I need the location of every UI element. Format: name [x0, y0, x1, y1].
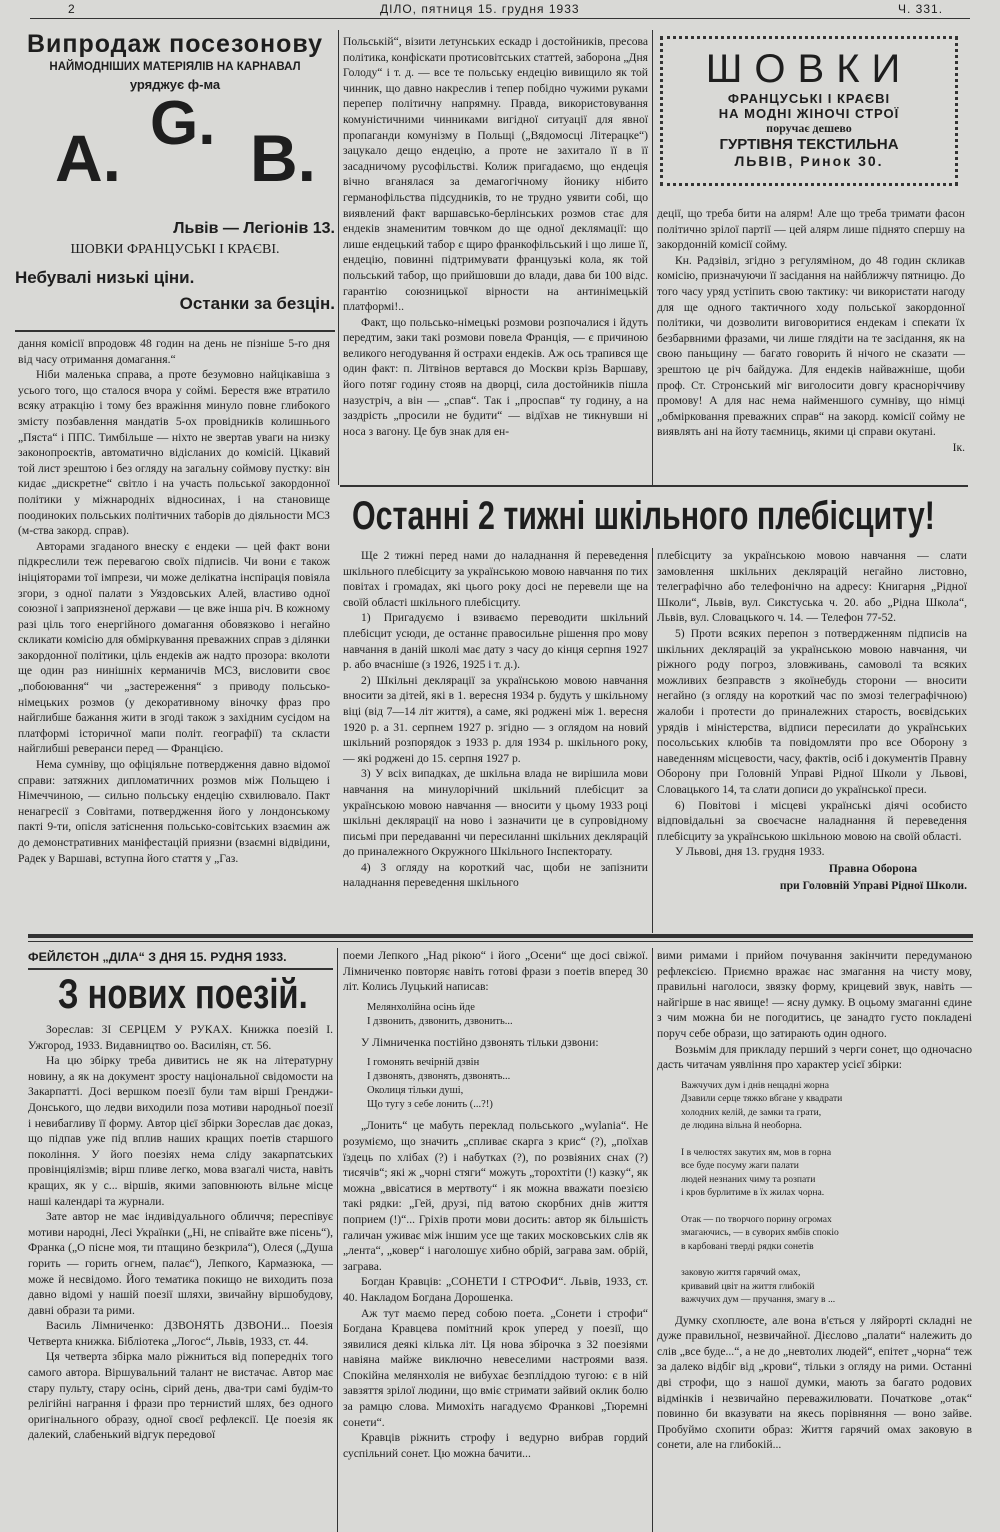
paragraph: Ще 2 тижні перед нами до наладнання й переведення шкільного плебісциту за українською мовою навчання по тих повітах і громадах, які цього року досі не перевели ще на своїй області шкільного плебісциту. — [343, 549, 648, 609]
paragraph: Кн. Радзівіл, згідно з регуляміном, до 48 годин скликав комісію, призначуючи її засідання на найближчу пятницю. До того часу уряд устіпить свою тактику: чи використати нагоду для ще одного тактичного ходу польської закордонної політики, чи дозволити виговоритися ендекам і спекати їх безбарвними фразами, чи лише глядіти на те засідання, як на свою паньщину — багато говорить й нічого не сказати — зрештою це річ байдужа. Для ендеків найважніше, щоби проф. Ст. Стронський міг виголосити довгу красноріччиву промову! А для нас нема найменшого сумніву, що німці „обмірковання преважних справ“ на закорд. комісії сойму не виявлять ані на йоту таємниць, якими ці справи окутані. — [657, 253, 965, 439]
feuilleton-col3 — [657, 948, 972, 1453]
paragraph: 4) З огляду на короткий час, щоби не запізнити наладнання переведення шкільного — [343, 860, 648, 890]
ad-goods: ШОВКИ ФРАНЦУСЬКІ І КРАЄВІ. — [70, 242, 280, 257]
plebiscite-col1 — [343, 548, 648, 891]
ad-prices: Небувалі низькі ціни. — [15, 268, 195, 287]
issue-number: Ч. 331. — [898, 2, 944, 16]
paragraph: дання комісії впродовж 48 годин на день не пізніше 5-го дня від часу отримання домагання.“ — [18, 337, 330, 366]
feuilleton-col1 — [28, 1022, 333, 1443]
paragraph: Факт, що польсько-німецькі розмови розпочалися і йдуть передтим, заки такі розмови повела Франція, — є причиною великого негодування й острахи ендеків. Аж ось трапився ще один факт: п. Літвінов вертався до Москви крізь Варшаву, його потяг годину стояв на дворці, сила достойників пішла назустріч, а він — „спав“. Так і „проспав“ ту годину, а на заздрість „просили не будити“ — відїхав не тикнувши ні носа з вагону. Це був знак для ен- — [343, 315, 648, 438]
paragraph: Польській“, візити летунських ескадр і достойників, пресова політика, конфіскати протисовітських статтей, заборона „Дня Голоду“ і т. д. — все те польську ендецію вивищило як той чинник, що давно накреслив і тепер побідно чужими руками перепер політичну напрямну. Правда, використовування комуністичними чинниками вигідної ситуації для явної пропаганди комунізму в Польщі („Вядомосці Літерацке“) зацукало дещо ендецію, а проте не захитало її в її засадничому русофільстві. Колиж пригадаємо, що ендеція вічно вганялася за демагогічному йонику нібито германофільства підсудників, то не трудно уявити собі, що виявлений факт варшавсько-берлінських розмов стає для ендеків знаменитим товчком до ще одної деклямації: що лише ендецький табор є щиро франкофільський і що лише її, ендецію, повинні підтримувати французькі кола, як той польський табор, що прийшовши до влади, дава би 100 відс. гарантію союзницької вірности на антинімецькій платформі!.. — [343, 35, 648, 314]
feuilleton-title-box — [58, 970, 378, 1018]
paragraph: „Лонить“ це мабуть переклад польського „wylania“. Не розуміємо, що значить „спливає скарга з крис“ (?), „поїхав їздець по хлібах (?) і набутках (?), по розвіяних снах (?) тисячів“; які ж „чорні стяги“ можуть „торохтіти (!) казку“, як можна „ввісатися в мертвоту“ і як можна вважати поезією такі рядки: „Гей, друзі, під ватою скорбних днів життя поприем (!)“... Гріхів проти мови досить: автор як більшість галичан уживає між іншим усе ще таких московських слів як „лента“, „ковер“ і наголошує хибно обрій, заграва зам. обрій, заграва. — [343, 1119, 648, 1273]
paragraph: 3) У всіх випадках, де шкільна влада не вирішила мови навчання на минулорічний шкільний плебісцит за українською мовою навчання — вносити у цьому 1933 році шкільні деклярації на ново і зазначити це в супровідному письмі при передаванні чи пересиланні шкільних деклярацій до приналежного Окружного Шкільного Інспекторату. — [343, 767, 648, 859]
paragraph: Зате автор не має індивідуального обличчя; переспівує мотиви народні, Лесі Українки („Ні, не співайте вже пісень“), Франка („О пісне моя, ти птащино безкрила“), Олеся („Душа горить — горить огнем, палає“), Лепкого, Кармазюка, — може й несвідомо. Його тематика покищо не виходить поза давно відомі у нашій поезії шляхи, звичайну віршобудову, давні образи та рими. — [28, 1210, 333, 1317]
masthead: ДІЛО, пятниця 15. грудня 1933 — [380, 2, 580, 16]
poem-quote: І гомонять вечірній дзвін І дзвонять, дзвонять, дзвонять... Околиця тільки душі, Що тугу з себе лонить (...?!) — [367, 1057, 511, 1111]
paragraph: Зореслав: ЗІ СЕРЦЕМ У РУКАХ. Книжка поезій І. Ужгород, 1933. Видавництво оо. Василіян, ст. 56. — [28, 1023, 333, 1052]
paragraph: деції, що треба бити на алярм! Але що треба тримати фасон політично зрілої партії — цей алярм лише піднято спершу на закордонній комісії сойму. — [657, 207, 965, 252]
ad-address: Львів — Легіонів 13. — [173, 220, 335, 237]
article-right-column — [657, 206, 965, 456]
ad-right-line: поручає дешево — [766, 121, 852, 135]
paragraph: Нема сумніву, що офіціяльне потвердження давно відомої справи: затяжних дипломатичних розмов між Польщею і Німеччиною, — сильно польську ендецію схвилювало. Пакт ненагресії з Совітами, потвердження його у лондонському пакті 9-ти, опісля затіснення польсько-совітських взаємин аж до демонстративних маніфестацій приязни (взаємні відвідини, Радек у Варшаві, вступна його стаття у „Газ. — [18, 758, 330, 865]
paragraph: Думку схоплюєте, але вона в'ється у ляйрорті складні не дуже правильної, незвичайної. Дієслово „палати“ належить до слів „все буде...“, а не до „невтолих людей“, епітет „чорна“ теж за далеко відбіг від „крови“, тільки з огляду на рими. Останні дві строфи, що з нашої думки, мають за багато родових відмінків і незвичайно переважилювати. Початкове „отак“ повинно би вказувати на якесь порівняння — воно зайве. Пробуймо схопити образ: Життя гарячий омах заковую в сонети, але на глибокій... — [657, 1313, 972, 1452]
sonnet-quote: Важчучих дум і днів нещадні жорна Дзавили серце тяжко вбгане у квадрати холодних келій, де замки та грати, де людина вільна й необорна. І в челюстях закутих ям, мов в горна все буде посуму жаги палати людей незнаних чиму та розпати і кров бурлитиме в їх жилах чорна. Отак — по творчого порину огромах змагаючись, — в суворих ямбів спокіо в карбовані тверді рядки сонетів заковую життя гарячий омах, кривавий цвіт на життя глибокій важчучих дум — пручання, змагу в ... — [681, 1079, 843, 1306]
paragraph: Авторами згаданого внеску є ендеки — цей факт вони підкреслили теж перевагою своїх підписів. Чи вони є також ініціяторами тої імпрези, чи може делікатна інспірація повіяла згори, з одної палати з Уяздовських Алей, властиво одної союзної і заприязненої держави — це вже інша річ. В кожному разі ціль того енергійного домагання обовязково і негайно скликати комісію для обміркування преважних справ з ділянки закордонної політики, ціль ендеків аж надто прозора: вколоти ще один раз нинішніх керманичів МСЗ, висловити своє „побоювання“ чи „застереження“ з приводу польсько-німецьких розмов (у декоративному віночку фраз про найглибше бажання жити в згоді також з західним сусідом на платформі історичної мапи політ. географії) та скласти найглибші реверанси перед — Францією. — [18, 539, 330, 756]
paragraph: У Львові, дня 13. грудня 1933. — [675, 845, 825, 859]
plebiscite-headline: Останні 2 тижні шкільного плебісциту! — [352, 494, 935, 538]
article-middle-column — [343, 34, 648, 439]
column-rule — [652, 548, 653, 933]
paragraph: 5) Проти всяких перепон з потвердженням підписів на шкільних деклярацій за українською мовою навчання, чи ріжного роду погроз, зловживань, самоволі та всяких можливих безправств з якоїнебудь сторони — вносити негайно (з огляду на короткий час по змозі телеграфічною) жалоби і протести до приналежних старость, воєвідських урядів і міністерства, відписи пересилати до українських посольських клюбів та повідомляти про все Оборону з наведенням місцевости, часу, фактів, осіб і документів Правну Оборону при Головній Управі Рідної Школи у Львові, Словацького 14, та слати дописи до української преси. — [657, 626, 967, 796]
signature-line: Правна Оборона — [828, 861, 917, 875]
ad-letter-b: B. — [250, 121, 316, 195]
paragraph: Возьмім для прикладу перший з черги сонет, що одночасно дасть читачам уявління про характер усієї збірки: — [657, 1042, 972, 1072]
paragraph: Ця четверта збірка мало ріжниться від попередніх того самого автора. Віршувальний талант не вистачає. Автор має стару пульту, стару осінь, сірий день, два-три самі будім-то релігійні награння і фрази про тернистий шлях, без одного оригінального образу, одної своєї рефлексії. Це поезія як далекий, слабенький відгук передової — [28, 1350, 333, 1442]
feuilleton-col2 — [343, 948, 648, 1461]
paragraph: Ніби маленька справа, а проте безумовно найцікавіша з усього того, що сталося вчора у соймі. Берестя вже втратило всяку атракцію і тому без вражіння минуло повне глибокого змісту позбавлення мандатів 5-ох провідників колишнього „Пяста“ і ППС. Тимбільше — ніхто не звертав уваги на низку законопроєктів, автоматично відісланих до комісій. Цікавий той лист зрештою і без огляду на загальну соймову пустку: він кидає „дискретне“ світло і на участь польської закордонної політики у міжнародніх відносинах, і на становище поодиноких польських політичних таборів до діяльности МСЗ (м-ства закорд. справ). — [18, 368, 330, 538]
plebiscite-col2 — [657, 548, 967, 894]
feuilleton-title: З нових поезій. — [58, 970, 308, 1017]
ad-right-line: ЛЬВІВ, Ринок 30. — [734, 153, 884, 169]
ad-left — [15, 30, 335, 330]
paragraph: Василь Лімниченко: ДЗВОНЯТЬ ДЗВОНИ... Поезія Четверта книжка. Бібліотека „Логос“, Львів, 1933, ст. 44. — [28, 1319, 333, 1348]
section-rule — [340, 485, 968, 487]
ad-letter-g: G. — [150, 89, 216, 158]
column-rule — [338, 30, 339, 485]
ad-right-line: ГУРТІВНЯ ТЕКСТИЛЬНА — [719, 136, 899, 153]
paragraph: Богдан Кравців: „СОНЕТИ І СТРОФИ“. Львів, 1933, ст. 40. Накладом Богдана Дорошенка. — [343, 1275, 648, 1304]
paragraph: На цю збірку треба дивитись не як на літературну новину, а як на документ зросту національної свідомости на Закарпатті. Досі вершком поезії були там вірші Гренджи-Донського, що ледви виходили поза мотиви народньої поезії і невибагливу її форму. Автор цієї збірки Зореслав дає доказ, що підпав уже під вплив наших кращих поетів старшого покоління. У його поезіях нема сліду закарпатських провінціялізмів; вірш пливе легко, мова взагалі чиста, навіть кращих, як у с... віршів, якими заповнюють вільне місце наші календарі та журнали. — [28, 1054, 333, 1208]
ad-subtitle: НАЙМОДНІШИХ МАТЕРІЯЛІВ НА КАРНАВАЛ — [49, 61, 301, 73]
ad-right-title: ШОВКИ — [705, 47, 913, 91]
paragraph: поеми Лепкого „Над рікою“ і його „Осени“ ще досі свіжої. Лімниченко повторяє навіть готові фрази з поетів вперед 30 літ. Колись Луцький написав: — [343, 949, 648, 994]
paragraph: вими римами і прийом почування закінчити передуманою рефлексією. Приємно вражає нас змагання на чисту мову, правильні наголоси, звязку форму, крицевий звук, навіть — найгірше в нас явище! — ясну думку. В оцьому змаганні єдине з чим можна би не погодитись, це занадто густо покладені поруч себе образи, що затирають один одного. — [657, 949, 972, 1040]
ad-divider — [15, 330, 335, 332]
signature-line: при Головній Управі Рідної Школи. — [779, 878, 967, 892]
poem-quote: Мелянхолійна осінь йде І дзвонить, дзвонить, дзвонить... — [367, 1001, 513, 1027]
ad-title: Випродаж посезонову — [26, 30, 324, 58]
page-number: 2 — [68, 2, 76, 16]
feuilleton-rule — [28, 941, 973, 942]
column-rule — [652, 30, 653, 485]
paragraph: Аж тут маємо перед собою поета. „Сонети і строфи“ Богдана Кравцева помітний крок уперед у поезії, що зявилися деякі кілька літ. Ця нова збірочка з 32 поезіями навіяна майже виключно невеселими настроями вазя. Спокійна мелянхолія не вибухає безпліддою тугою: є в ній завзяття зрілої людини, що вміє стримати зайвий оклик болю за рамцю слова. Мимохіть нагадуємо Франкові „Тюремні сонети“. — [343, 1306, 648, 1429]
ad-remnants: Останки за безцін. — [179, 294, 335, 313]
paragraph: 6) Повітові і місцеві українські діячі особисто відповідальні за своєчасне наладнання й переведення плебісциту за українською шкільною мовою на своїй області. — [657, 798, 967, 843]
paragraph: 1) Пригадуємо і взиваємо переводити шкільний плебісцит усюди, де останнє правосильне рішення про мову навчання в даній школі має дату з часу до кінця серпня 1927 р. або вчасніше (з 1926, 1925 і т. д.). — [343, 611, 648, 672]
column-rule — [337, 948, 338, 1532]
paragraph: У Лімниченка постійно дзвонять тільки дзвони: — [361, 1035, 599, 1049]
paragraph: плебісциту за українською мовою навчання — слати замовлення шкільних деклярацій негайно листовно, телеграфічно або телефонічно на адресу: Книгарня „Рідної Школи“, Львів, вул. Сикстуська ч. 20. або „Рідна Школа“, Львів, вул. Словацького ч. 14. — Телефон 77-52. — [657, 549, 967, 625]
article-left-column — [18, 336, 330, 866]
paragraph: 2) Шкільні деклярації за українською мовою навчання вносити за дітей, які в 1. вересня 1934 р. будуть у шкільному віці (від 7—14 літ життя), а саме, які роджені між 1. вересня 1920 р. а 31. серпнем 1927 р. згідно — з оглядом на новий шкільний розпорядок з 1933 р. для 1934 р. шкільного року, — які роджені до 15. серпня 1927 р. — [343, 673, 648, 765]
ad-right-line: НА МОДНІ ЖІНОЧІ СТРОЇ — [718, 106, 900, 121]
feuilleton-label: ФЕЙЛЄТОН „ДІЛА“ З ДНЯ 15. РУДНЯ 1933. — [28, 950, 287, 964]
feuilleton-rule — [28, 934, 973, 938]
header-rule — [30, 18, 970, 19]
plebiscite-headline-box — [340, 488, 968, 544]
paragraph: Кравців ріжнить строфу і ведурно вибрав гордий суспільний сонет. Цю можна бачити... — [343, 1431, 648, 1460]
ad-organizer: уряджує ф-ма — [129, 77, 221, 92]
ad-right — [660, 36, 958, 186]
column-rule — [652, 948, 653, 1532]
ad-right-line: ФРАНЦУСЬКІ І КРАЄВІ — [727, 91, 891, 106]
ad-letter-a: A. — [55, 121, 121, 195]
article-signature: Ік. — [952, 440, 965, 454]
